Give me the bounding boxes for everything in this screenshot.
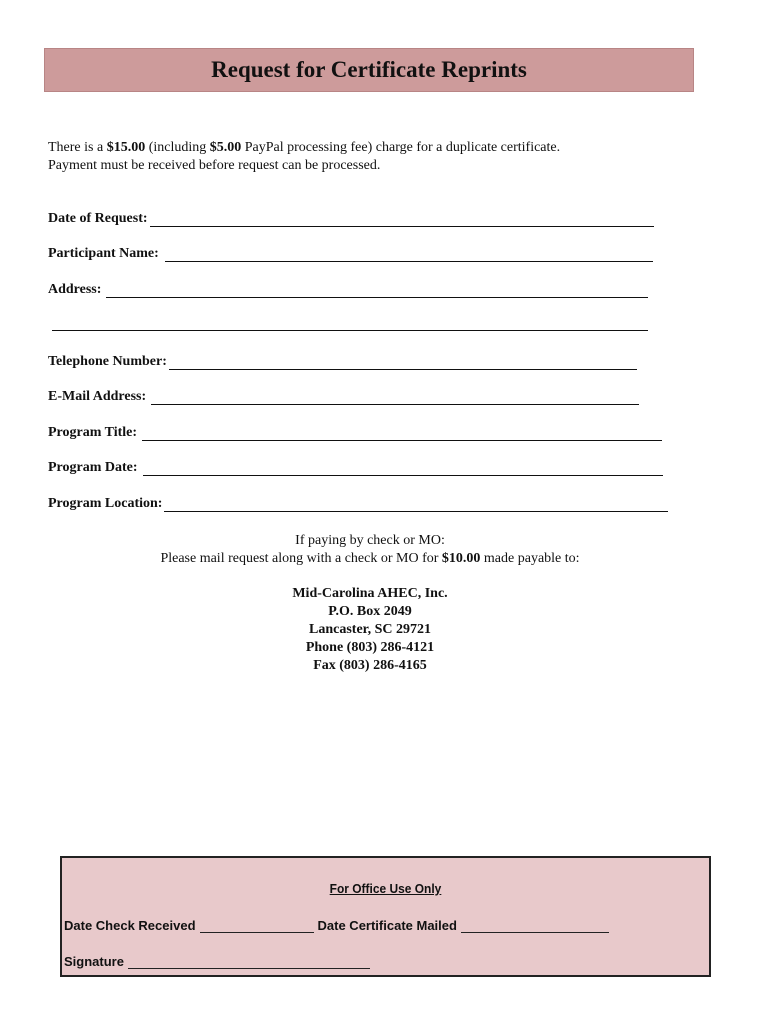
program-location-field[interactable] <box>48 496 668 512</box>
program-title-field[interactable] <box>48 425 662 441</box>
program-date-line[interactable] <box>143 462 663 476</box>
intro-line-1 <box>48 139 560 157</box>
intro-text <box>48 139 560 175</box>
mail-instructions <box>0 532 740 568</box>
address-label: Address: <box>48 282 102 297</box>
intro-line-2: Payment must be received before request can be processed. <box>48 158 381 173</box>
check-amount: $10.00 <box>441 551 481 566</box>
org-name: Mid-Carolina AHEC, Inc. <box>292 586 448 601</box>
office-use-title: For Office Use Only <box>329 881 442 896</box>
program-location-label: Program Location: <box>48 496 163 511</box>
fax-number: Fax (803) 286-4165 <box>313 658 427 673</box>
telephone-label: Telephone Number: <box>48 354 167 369</box>
telephone-field[interactable] <box>48 354 637 370</box>
telephone-line[interactable] <box>169 356 637 370</box>
po-box: P.O. Box 2049 <box>328 604 412 619</box>
mail-line-1: If paying by check or MO: <box>295 533 445 548</box>
address-field[interactable] <box>48 282 648 298</box>
office-use-box <box>60 856 711 977</box>
signature-line[interactable] <box>128 956 370 969</box>
signature-label: Signature <box>64 954 124 969</box>
date-certificate-mailed-line[interactable] <box>461 920 609 933</box>
program-location-line[interactable] <box>164 498 668 512</box>
participant-name-label: Participant Name: <box>48 246 159 261</box>
program-date-field[interactable] <box>48 460 663 476</box>
program-date-label: Program Date: <box>48 460 138 475</box>
title-banner <box>44 48 694 92</box>
date-check-received-line[interactable] <box>200 920 314 933</box>
date-of-request-field[interactable] <box>48 211 654 227</box>
date-of-request-line[interactable] <box>150 213 654 227</box>
date-certificate-mailed-label: Date Certificate Mailed <box>317 918 457 933</box>
date-of-request-label: Date of Request: <box>48 211 148 226</box>
mail-line-2 <box>0 550 740 568</box>
intro-text-part: PayPal processing fee) charge for a duplicate certificate. <box>241 140 561 155</box>
mailing-address <box>0 585 740 675</box>
participant-name-line[interactable] <box>165 248 653 262</box>
address-line-2[interactable] <box>52 330 648 331</box>
email-line[interactable] <box>151 391 639 405</box>
office-signature-row <box>64 954 374 969</box>
participant-name-field[interactable] <box>48 246 653 262</box>
paypal-fee: $5.00 <box>209 140 242 155</box>
city-state-zip: Lancaster, SC 29721 <box>309 622 431 637</box>
mail-text-part: Please mail request along with a check or MO for <box>160 551 442 566</box>
mail-text-part: made payable to: <box>480 551 580 566</box>
email-field[interactable] <box>48 389 639 405</box>
program-title-label: Program Title: <box>48 425 138 440</box>
address-line[interactable] <box>106 284 648 298</box>
office-dates-row <box>64 918 613 933</box>
duplicate-price: $15.00 <box>106 140 146 155</box>
date-check-received-label: Date Check Received <box>64 918 196 933</box>
page-title: Request for Certificate Reprints <box>211 57 527 82</box>
intro-text-part: There is a <box>48 140 107 155</box>
program-title-line[interactable] <box>142 427 662 441</box>
intro-text-part: (including <box>145 140 210 155</box>
email-label: E-Mail Address: <box>48 389 147 404</box>
phone-number: Phone (803) 286-4121 <box>305 640 435 655</box>
